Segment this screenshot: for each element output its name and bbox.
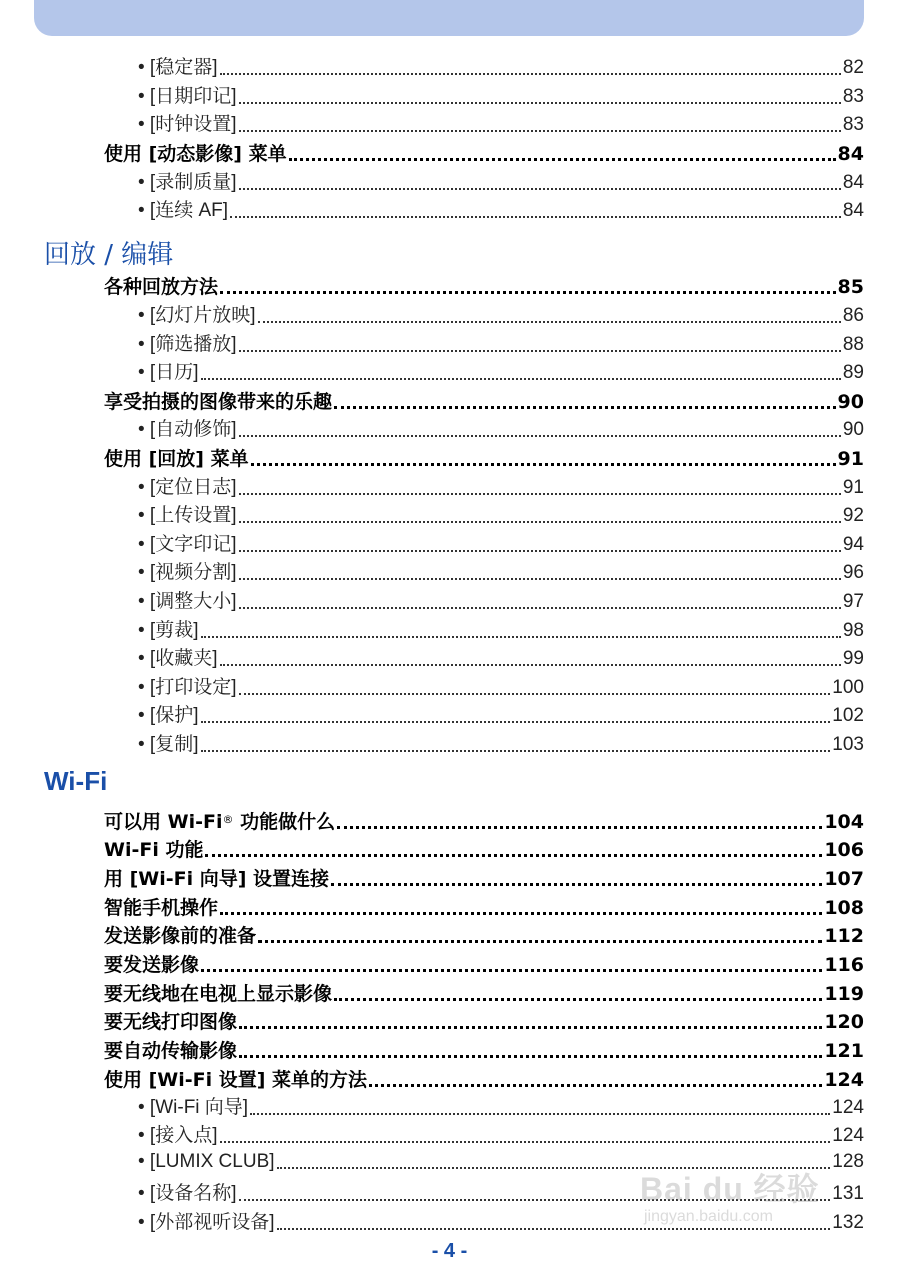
- toc-page-number: 82: [842, 57, 864, 78]
- toc-entry-label: • [筛选播放]: [138, 334, 237, 355]
- toc-entry-favorite[interactable]: [138, 644, 864, 670]
- toc-page-number: 106: [824, 839, 864, 861]
- toc-entry-clock-set[interactable]: [138, 110, 864, 136]
- toc-page-number: 124: [832, 1125, 864, 1146]
- leader-dots: [251, 463, 836, 466]
- toc-page-number: 99: [842, 648, 864, 669]
- leader-dots: [239, 578, 841, 580]
- toc-entry-label: 要无线地在电视上显示影像: [104, 983, 333, 1005]
- toc-page-number: 86: [842, 305, 864, 326]
- toc-entry-label: • [打印设定]: [138, 677, 237, 698]
- leader-dots: [331, 883, 822, 886]
- toc-entry-upload-set[interactable]: [138, 501, 864, 527]
- leader-dots: [220, 664, 841, 666]
- toc-entry-slide-show[interactable]: [138, 301, 864, 327]
- toc-entry-print-set[interactable]: [138, 673, 864, 699]
- leader-dots: [201, 750, 831, 752]
- toc-entry-smartphone-operation[interactable]: [104, 893, 864, 919]
- toc-entry-continuous-af[interactable]: [138, 196, 864, 222]
- toc-entry-label: • [调整大小]: [138, 591, 237, 612]
- toc-page-number: 96: [842, 562, 864, 583]
- leader-dots: [201, 636, 841, 638]
- registered-mark: ®: [222, 813, 234, 826]
- toc-entry-label: 要发送影像: [104, 954, 200, 976]
- toc-entry-label: • [保护]: [138, 705, 199, 726]
- toc-entry-label: 使用 [Wi-Fi 设置] 菜单的方法: [104, 1069, 368, 1091]
- toc-entry-auto-retouch[interactable]: [138, 415, 864, 441]
- toc-entry-location-logging[interactable]: [138, 473, 864, 499]
- toc-entry-label: • [日期印记]: [138, 86, 237, 107]
- toc-entry-video-divide[interactable]: [138, 558, 864, 584]
- toc-entry-wifi-wizard[interactable]: [138, 1093, 864, 1119]
- toc-entry-label: • [时钟设置]: [138, 114, 237, 135]
- toc-page-number: 116: [824, 954, 864, 976]
- toc-entry-label: 用 [Wi-Fi 向导] 设置连接: [104, 868, 330, 890]
- leader-dots: [220, 73, 841, 75]
- toc-entry-resize[interactable]: [138, 587, 864, 613]
- leader-dots: [239, 550, 841, 552]
- toc-entry-device-name[interactable]: [138, 1179, 864, 1205]
- toc-entry-label: • [LUMIX CLUB]: [138, 1151, 275, 1172]
- toc-entry-label: • [外部视听设备]: [138, 1212, 275, 1233]
- toc-page-number: 91: [842, 477, 864, 498]
- toc-entry-date-stamp[interactable]: [138, 82, 864, 108]
- toc-page-number: 83: [842, 86, 864, 107]
- toc-entry-fun-with-pictures[interactable]: [104, 387, 864, 413]
- toc-page-number: 131: [832, 1183, 864, 1204]
- toc-entry-lumix-club[interactable]: [138, 1147, 864, 1173]
- toc-page-number: 102: [832, 705, 864, 726]
- leader-dots: [369, 1084, 822, 1087]
- toc-page-number: 84: [842, 200, 864, 221]
- toc-entry-rec-quality[interactable]: [138, 168, 864, 194]
- leader-dots: [205, 854, 822, 857]
- header-band: [34, 0, 864, 36]
- toc-page-number: 84: [842, 172, 864, 193]
- toc-entry-label: [104, 811, 335, 833]
- toc-entry-label: 发送影像前的准备: [104, 925, 257, 947]
- leader-dots: [239, 521, 841, 523]
- leader-dots: [201, 378, 841, 380]
- toc-entry-label: 要无线打印图像: [104, 1011, 238, 1033]
- toc-page-number: 88: [842, 334, 864, 355]
- toc-entry-playback-methods[interactable]: [104, 272, 864, 298]
- toc-page-number: 128: [832, 1151, 864, 1172]
- toc-page-number: 107: [824, 868, 864, 890]
- leader-dots: [201, 721, 831, 723]
- leader-dots: [230, 216, 841, 218]
- leader-dots: [239, 102, 841, 104]
- toc-entry-label-part: 可以用 Wi-Fi: [104, 811, 223, 833]
- toc-entry-display-on-tv[interactable]: [104, 979, 864, 1005]
- leader-dots: [289, 158, 836, 161]
- toc-entry-label: 使用 [回放] 菜单: [104, 448, 249, 470]
- toc-page-number: 103: [832, 734, 864, 755]
- toc-entry-label: • [设备名称]: [138, 1183, 237, 1204]
- toc-entry-wifi-wizard-connect[interactable]: [104, 864, 864, 890]
- leader-dots: [239, 1026, 822, 1029]
- leader-dots: [250, 1113, 830, 1115]
- leader-dots: [239, 130, 841, 132]
- toc-entry-label: 要自动传输影像: [104, 1040, 238, 1062]
- toc-page-number: 124: [832, 1097, 864, 1118]
- toc-entry-label: 享受拍摄的图像带来的乐趣: [104, 391, 333, 413]
- page-number: - 4 -: [431, 1240, 468, 1262]
- toc-entry-protect[interactable]: [138, 701, 864, 727]
- toc-page-number: 108: [824, 897, 864, 919]
- toc-entry-label: • [Wi-Fi 向导]: [138, 1097, 249, 1118]
- toc-page-number: 84: [837, 143, 864, 165]
- toc-entry-label: • [上传设置]: [138, 505, 237, 526]
- toc-entry-label: • [文字印记]: [138, 534, 237, 555]
- toc-entry-label: Wi-Fi 功能: [104, 839, 204, 861]
- toc-entry-label: • [视频分割]: [138, 562, 237, 583]
- toc-entry-copy[interactable]: [138, 730, 864, 756]
- toc-page-number: 92: [842, 505, 864, 526]
- toc-entry-label: • [定位日志]: [138, 477, 237, 498]
- toc-entry-label: • [录制质量]: [138, 172, 237, 193]
- toc-entry-label: • [稳定器]: [138, 57, 218, 78]
- toc-entry-motion-picture-menu[interactable]: [104, 139, 864, 165]
- toc-entry-external-av-device[interactable]: [138, 1208, 864, 1234]
- toc-page-number: 124: [824, 1069, 864, 1091]
- toc-page-number: 94: [842, 534, 864, 555]
- leader-dots: [239, 188, 841, 190]
- toc-page-number: 120: [824, 1011, 864, 1033]
- toc-entry-label: 各种回放方法: [104, 276, 219, 298]
- toc-entry-auto-transfer[interactable]: [104, 1036, 864, 1062]
- toc-page-number: 119: [824, 983, 864, 1005]
- toc-page-number: 112: [824, 925, 864, 947]
- toc-entry-text-stamp[interactable]: [138, 530, 864, 556]
- toc-entry-label: • [幻灯片放映]: [138, 305, 256, 326]
- toc-entry-playback-menu[interactable]: [104, 444, 864, 470]
- leader-dots: [258, 321, 841, 323]
- leader-dots: [201, 969, 822, 972]
- leader-dots: [239, 1055, 822, 1058]
- leader-dots: [220, 291, 836, 294]
- toc-entry-label: 使用 [动态影像] 菜单: [104, 143, 287, 165]
- leader-dots: [239, 350, 841, 352]
- leader-dots: [334, 406, 836, 409]
- section-title-playback: 回放 / 编辑: [44, 240, 174, 270]
- toc-page-number: 90: [842, 419, 864, 440]
- watermark-url: jingyan.baidu.com: [644, 1208, 773, 1225]
- leader-dots: [239, 435, 841, 437]
- leader-dots: [220, 1141, 831, 1143]
- toc-entry-send-images[interactable]: [104, 950, 864, 976]
- toc-entry-wifi-setup-menu[interactable]: [104, 1065, 864, 1091]
- toc-entry-wireless-print[interactable]: [104, 1007, 864, 1033]
- toc-page-number: 85: [837, 276, 864, 298]
- toc-entry-label: • [剪裁]: [138, 620, 199, 641]
- toc-entry-label: • [收藏夹]: [138, 648, 218, 669]
- toc-entry-cropping[interactable]: [138, 616, 864, 642]
- toc-entry-label: • [自动修饰]: [138, 419, 237, 440]
- leader-dots: [258, 940, 822, 943]
- toc-entry-calendar[interactable]: [138, 358, 864, 384]
- toc-entry-label: • [日历]: [138, 362, 199, 383]
- toc-entry-what-you-can-do-wifi[interactable]: [104, 807, 864, 833]
- toc-entry-access-point[interactable]: [138, 1121, 864, 1147]
- leader-dots: [239, 607, 841, 609]
- leader-dots: [277, 1167, 831, 1169]
- toc-page-number: 89: [842, 362, 864, 383]
- toc-entry-label: • [接入点]: [138, 1125, 218, 1146]
- toc-page-number: 121: [824, 1040, 864, 1062]
- leader-dots: [239, 693, 831, 695]
- toc-page-number: 97: [842, 591, 864, 612]
- leader-dots: [239, 1199, 831, 1201]
- leader-dots: [337, 826, 822, 829]
- toc-page-number: 104: [824, 811, 864, 833]
- section-title-wifi: Wi-Fi: [44, 766, 108, 796]
- toc-entry-label-part: 功能做什么: [233, 811, 336, 833]
- toc-page-number: 100: [832, 677, 864, 698]
- toc-entry-label: • [连续 AF]: [138, 200, 229, 221]
- toc-entry-prepare-send[interactable]: [104, 921, 864, 947]
- toc-entry-stabilizer[interactable]: [138, 53, 864, 79]
- toc-entry-wifi-function[interactable]: [104, 835, 864, 861]
- leader-dots: [220, 912, 822, 915]
- toc-page-number: 83: [842, 114, 864, 135]
- toc-entry-label: 智能手机操作: [104, 897, 219, 919]
- toc-entry-filtering-play[interactable]: [138, 330, 864, 356]
- leader-dots: [334, 998, 822, 1001]
- toc-page-number: 90: [837, 391, 864, 413]
- watermark-logo: Bai du 经验: [640, 1171, 820, 1207]
- toc-page-number: 91: [837, 448, 864, 470]
- toc-page-number: 98: [842, 620, 864, 641]
- toc-entry-label: • [复制]: [138, 734, 199, 755]
- toc-page-number: 132: [832, 1212, 864, 1233]
- leader-dots: [277, 1228, 831, 1230]
- leader-dots: [239, 493, 841, 495]
